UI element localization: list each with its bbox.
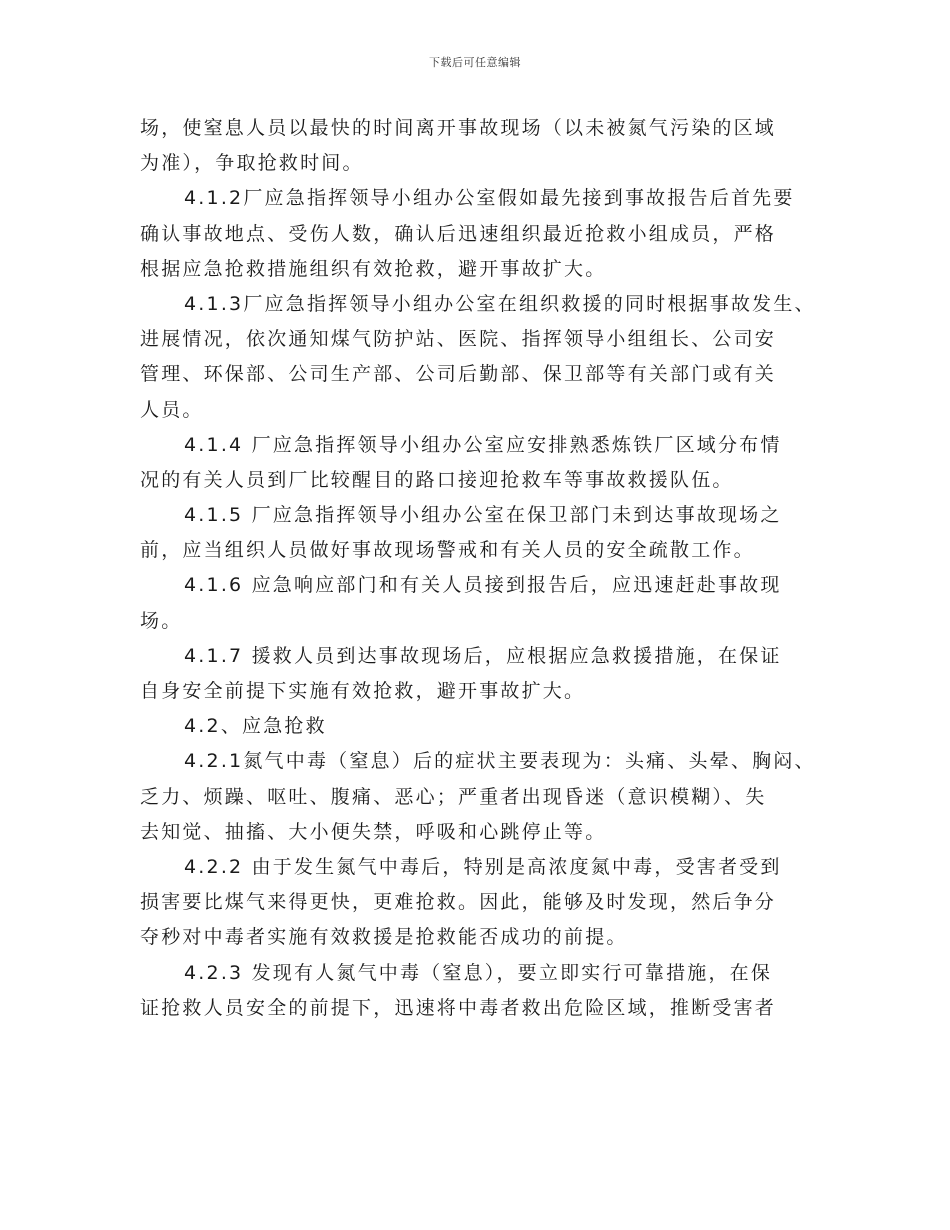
text-line: 场。: [140, 609, 183, 632]
text-line: 况的有关人员到厂比较醒目的路口接迎抢救车等事故救援队伍。: [140, 468, 734, 491]
text-line: 管理、环保部、公司生产部、公司后勤部、保卫部等有关部门或有关: [140, 363, 777, 386]
text-line: 4.1.4 厂应急指挥领导小组办公室应安排熟悉炼铁厂区域分布情: [184, 433, 782, 456]
text-line: 夺秒对中毒者实施有效救援是抢救能否成功的前提。: [140, 926, 628, 949]
text-line: 4.1.2厂应急指挥领导小组办公室假如最先接到事故报告后首先要: [184, 187, 795, 210]
text-line: 4.2.1氮气中毒（窒息）后的症状主要表现为：头痛、头晕、胸闷、: [184, 750, 816, 773]
text-line: 前，应当组织人员做好事故现场警戒和有关人员的安全疏散工作。: [140, 539, 755, 562]
text-line: 4.2、应急抢救: [184, 715, 327, 738]
document-body: [140, 111, 830, 1026]
text-line: 场，使窒息人员以最快的时间离开事故现场（以未被氮气污染的区域: [140, 117, 777, 139]
text-line: 确认事故地点、受伤人数，确认后迅速组织最近抢救小组成员，严格: [140, 222, 777, 245]
page-header: 下载后可任意编辑: [429, 56, 521, 69]
text-line: 乏力、烦躁、呕吐、腹痛、恶心；严重者出现昏迷（意识模糊）、失: [140, 785, 767, 808]
text-line: 4.2.2 由于发生氮气中毒后，特别是高浓度氮中毒，受害者受到: [184, 855, 782, 878]
text-line: 人员。: [140, 398, 204, 421]
text-line: 4.2.3 发现有人氮气中毒（窒息），要立即实行可靠措施，在保: [184, 961, 773, 984]
text-line: 4.1.5 厂应急指挥领导小组办公室在保卫部门未到达事故现场之: [184, 504, 782, 527]
text-line: 4.1.3厂应急指挥领导小组办公室在组织救援的同时根据事故发生、: [184, 292, 816, 315]
text-line: 4.1.7 援救人员到达事故现场后，应根据应急救援措施，在保证: [184, 644, 782, 667]
text-line: 损害要比煤气来得更快，更难抢救。因此，能够及时发现，然后争分: [140, 891, 777, 914]
text-line: 4.1.6 应急响应部门和有关人员接到报告后，应迅速赶赴事故现: [184, 574, 782, 597]
text-line: 根据应急抢救措施组织有效抢救，避开事故扩大。: [140, 257, 607, 280]
text-line: 证抢救人员安全的前提下，迅速将中毒者救出危险区域，推断受害者: [140, 996, 777, 1019]
text-line: 去知觉、抽搐、大小便失禁，呼吸和心跳停止等。: [140, 820, 607, 843]
text-line: 为准），争取抢救时间。: [140, 152, 364, 175]
text-line: 自身安全前提下实施有效抢救，避开事故扩大。: [140, 680, 586, 702]
text-line: 进展情况，依次通知煤气防护站、医院、指挥领导小组组长、公司安: [140, 328, 777, 351]
